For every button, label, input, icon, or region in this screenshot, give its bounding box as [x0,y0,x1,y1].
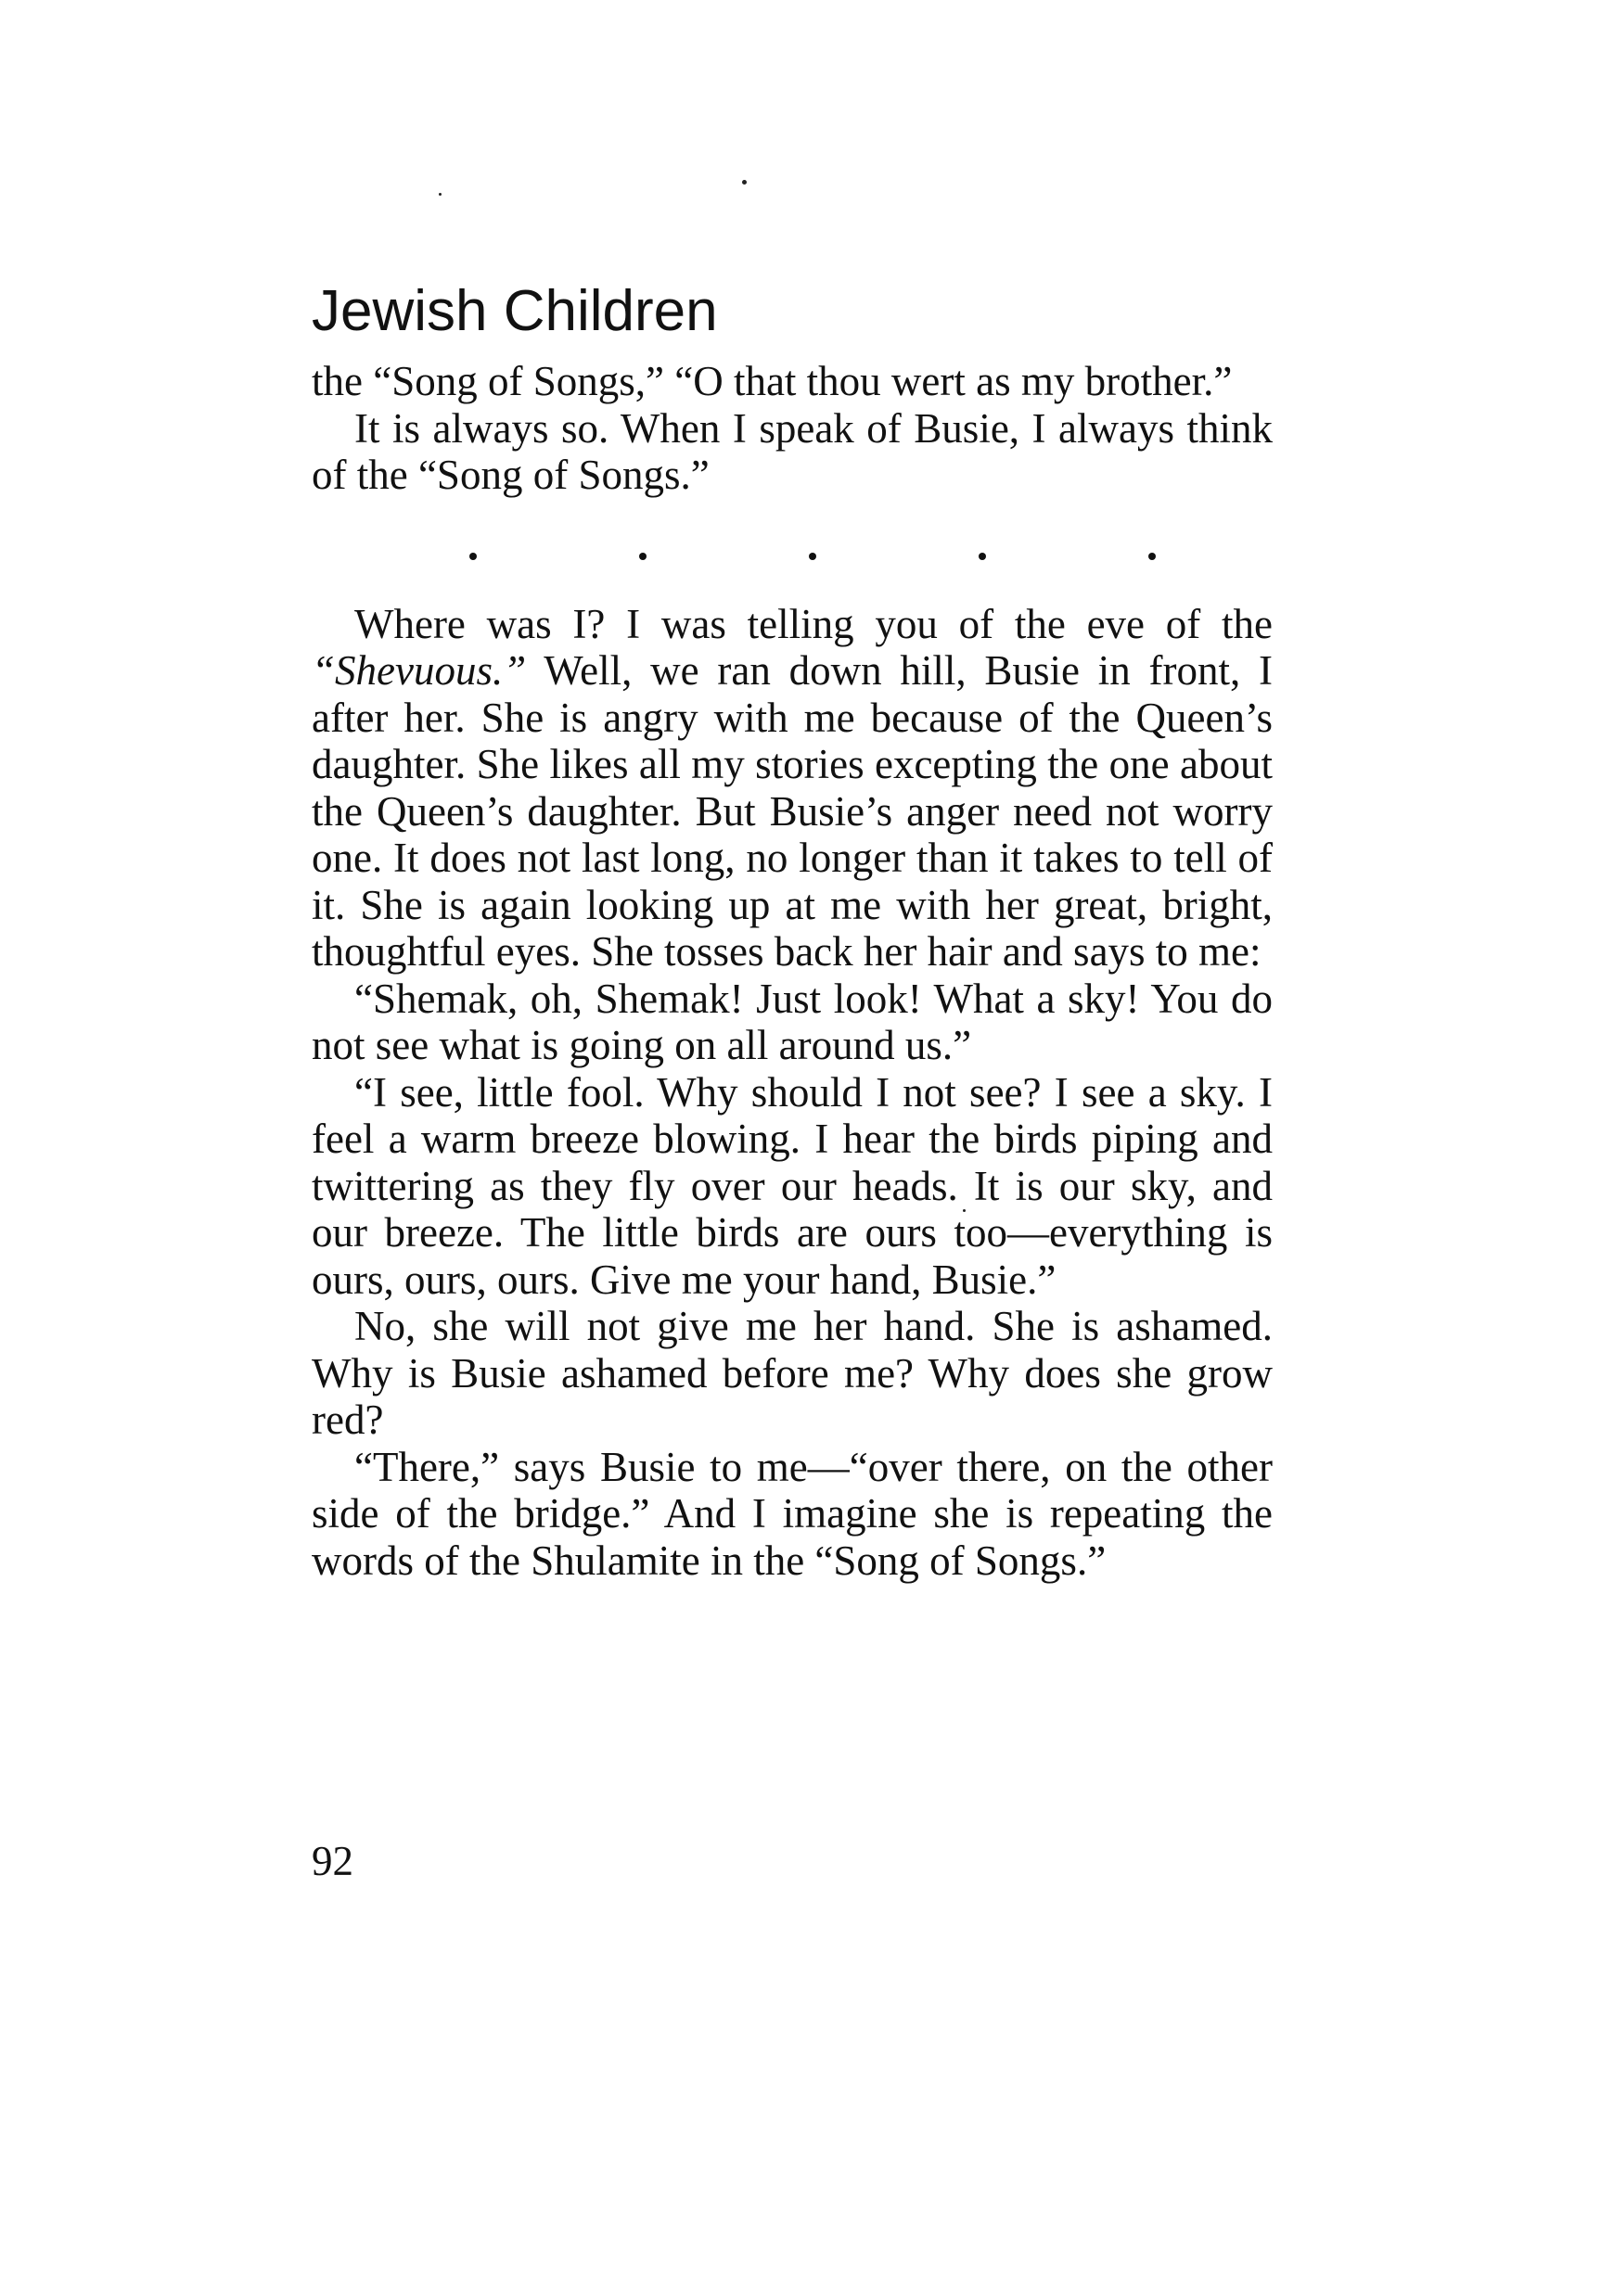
paragraph-text: Well, we ran down hill, Busie in front, I after her. She is angry with me because of the Queen’s daughter. She likes all my stories excepting the one about the Queen’s daughter. But Busie’s anger need not worry one. It does not last long, no longer than it takes to tell of it. She is again looking up at me with her great, bright, thoughtful eyes. She tosses back her hair and says to me: [312,647,1273,975]
paragraph-text: the “Song of Songs,” “O that thou wert as my brother.” [312,358,1233,404]
print-speck [439,193,442,196]
paragraph-text: It is always so. When I speak of Busie, I always think of the “Song of Songs.” [312,404,1273,498]
paragraph-text: “There,” says Busie to me—“over there, on the other side of the bridge.” And I imagine she is repeating the words of the Shulamite in the “Song of Songs.” [312,1443,1273,1584]
paragraph [312,1069,1273,1304]
italic-term: “Shevuous.” [312,647,527,694]
section-break [469,547,1156,566]
paragraph-text: “Shemak, oh, Shemak! Just look! What a sky! You do not see what is going on all around us.” [312,975,1273,1068]
running-head: Jewish Children [312,279,718,343]
paragraph [312,405,1273,499]
page-number: 92 [312,1838,353,1884]
print-speck [742,180,747,185]
paragraph [312,358,1273,405]
paragraph [312,976,1273,1069]
paragraph [312,601,1273,976]
section-break-dot [809,553,816,560]
paragraph [312,1303,1273,1444]
paragraph-text: No, she will not give me her hand. She is ashamed. Why is Busie ashamed before me? Why does she grow red? [312,1303,1273,1443]
paragraph [312,1444,1273,1585]
paragraph-text: “I see, little fool. Why should I not see? I see a sky. I feel a warm breeze blowing. I hear the birds piping and twittering as they fly over our heads. It is our sky, and our breeze. The little birds are ours too—everything is ours, ours, ours. Give me your hand, Busie.” [312,1068,1273,1303]
section-break-dot [979,553,986,560]
body-text [312,358,1273,1584]
section-break-dot [469,553,477,560]
section-break-dot [1148,553,1156,560]
section-break-dot [639,553,647,560]
paragraph-text: Where was I? I was telling you of the eve of the [354,600,1273,647]
